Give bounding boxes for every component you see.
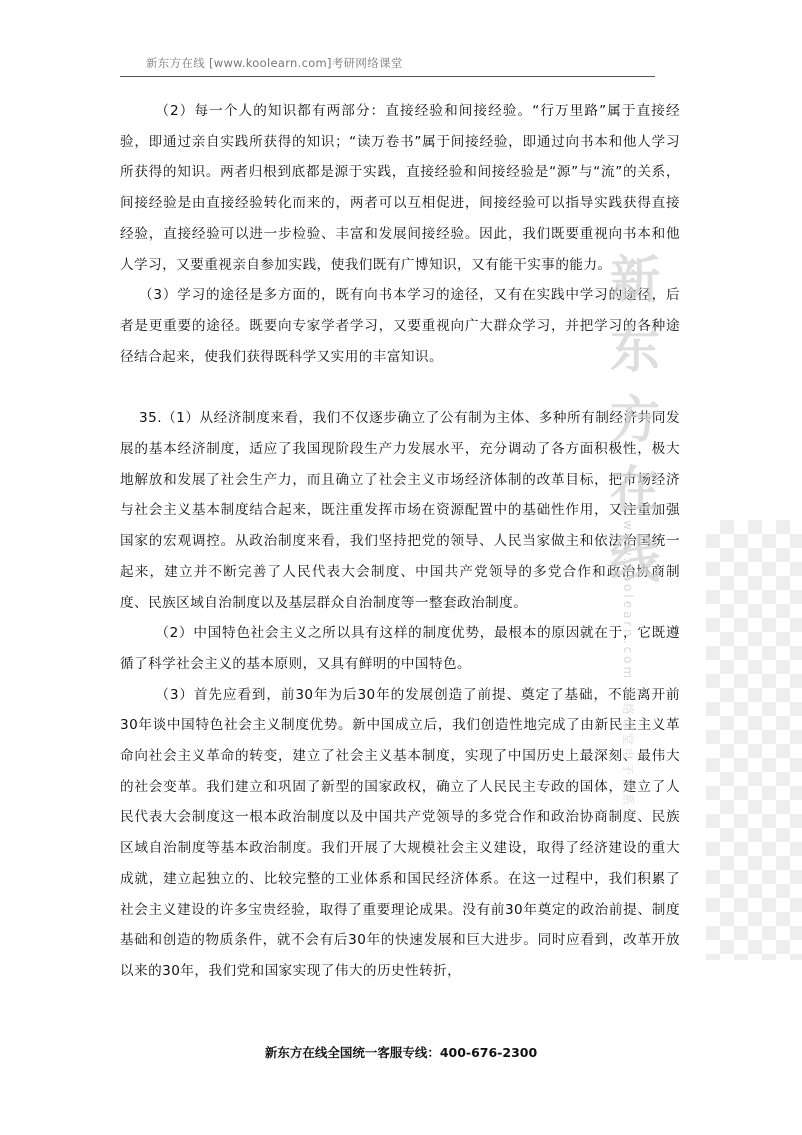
paragraph-gap [120, 372, 680, 403]
paragraph-35-2: （2）中国特色社会主义之所以具有这样的制度优势，最根本的原因就在于，它既遵循了科学社会主义的基本原则，又具有鲜明的中国特色。 [120, 625, 680, 672]
paragraph-35-1: 35.（1）从经济制度来看，我们不仅逐步确立了公有制为主体、多种所有制经济共同发展的基本经济制度，适应了我国现阶段生产力发展水平，充分调动了各方面积极性，极大地解放和发展了社会生产力，而且确立了社会主义市场经济体制的改革目标，把市场经济与社会主义基本制度结合起来，既注重发挥市场在资源配置中的基础性作用，又注重加强国家的宏观调控。从政治制度来看，我们坚持把党的领导、人民当家做主和依法治国统一起来，建立并不断完善了人民代表大会制度、中国共产党领导的多党合作和政治协商制度、民族区域自治制度以及基层群众自治制度等一整套政治制度。 [120, 410, 680, 611]
page-header: 新东方在线 [www.koolearn.com]考研网络课堂 [146, 56, 403, 70]
paragraph-34-3: （3）学习的途径是多方面的，既有向书本学习的途径，又有在实践中学习的途径，后者是更重要的途径。既要向专家学者学习，又要重视向广大群众学习，并把学习的各种途径结合起来，使我们获得既科学又实用的丰富知识。 [120, 287, 680, 365]
page-footer: 新东方在线全国统一客服专线：400-676-2300 [264, 1045, 538, 1060]
paragraph-35-3: （3）首先应看到，前30年为后30年的发展创造了前提、奠定了基础，不能离开前30年谈中国特色社会主义制度优势。新中国成立后，我们创造性地完成了由新民主主义革命向社会主义革命的转变，建立了社会主义基本制度，实现了中国历史上最深刻、最伟大的社会变革。我们建立和巩固了新型的国家政权，确立了人民民主专政的国体，建立了人民代表大会制度这一根本政治制度以及中国共产党领导的多党合作和政治协商制度、民族区域自治制度等基本政治制度。我们开展了大规模社会主义建设，取得了经济建设的重大成就，建立起独立的、比较完整的工业体系和国民经济体系。在这一过程中，我们积累了社会主义建设的许多宝贵经验，取得了重要理论成果。没有前30年奠定的政治前提、制度基础和创造的物质条件，就不会有后30年的快速发展和巨大进步。同时应看到，改革开放以来的30年，我们党和国家实现了伟大的历史性转折， [120, 686, 680, 979]
watermark-char: 东 [610, 320, 660, 379]
document-body [120, 96, 680, 987]
watermark-char: 方 [610, 390, 660, 449]
header-divider [120, 76, 655, 77]
watermark-checker-pattern [706, 520, 802, 960]
paragraph-34-2: （2）每一个人的知识都有两部分：直接经验和间接经验。“行万里路”属于直接经验，即通过亲自实践所获得的知识；“读万卷书”属于间接经验，即通过向书本和他人学习所获得的知识。两者归根到底都是源于实践，直接经验和间接经验是“源”与“流”的关系，间接经验是由直接经验转化而来的，两者可以互相促进，间接经验可以指导实践获得直接经验，直接经验可以进一步检验、丰富和发展间接经验。因此，我们既要重视向书本和他人学习，又要重视亲自参加实践，使我们既有广博知识，又有能干实事的能力。 [120, 103, 680, 273]
watermark-char: 新 [610, 250, 660, 309]
watermark-char: 线 [610, 530, 660, 589]
watermark-char: 在 [610, 460, 660, 519]
watermark-url: www.koolearn.com 网络课堂电子书系列 [621, 520, 635, 824]
